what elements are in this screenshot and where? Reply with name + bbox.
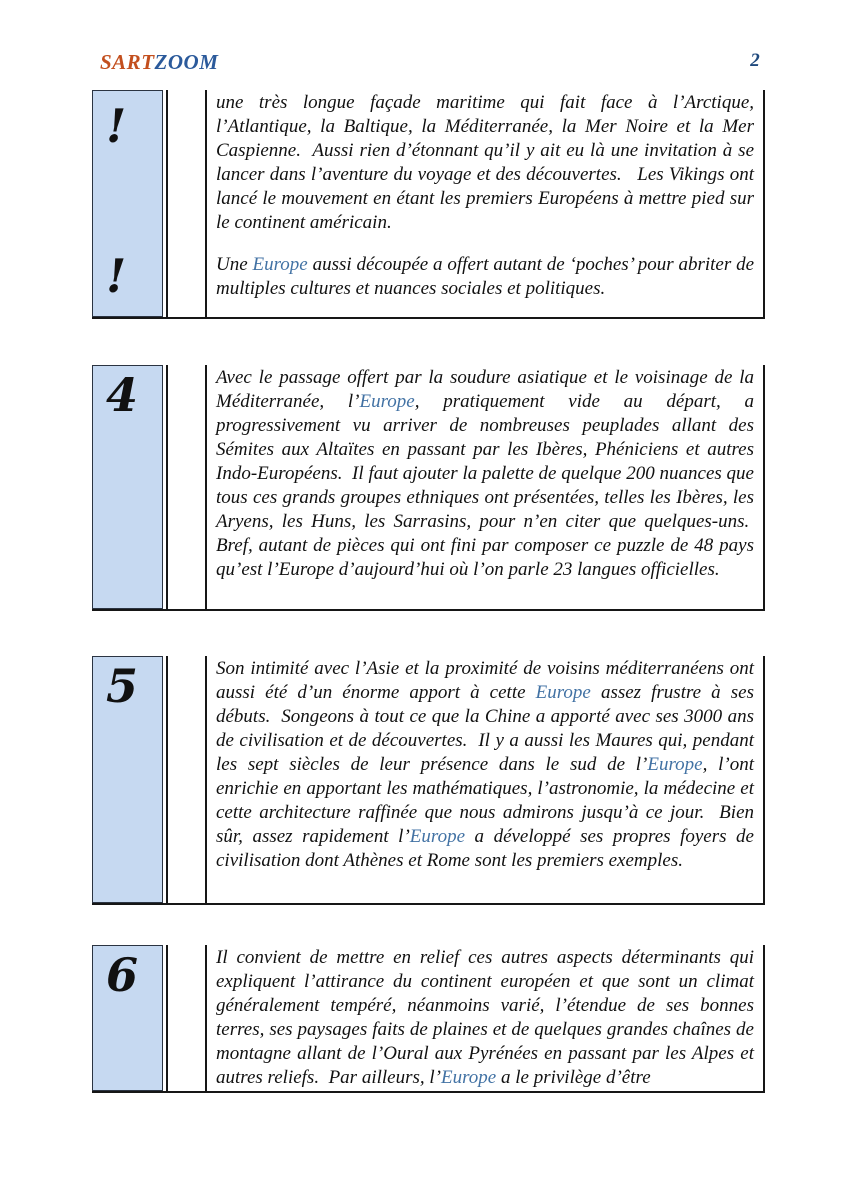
marker-box xyxy=(92,365,163,609)
text-cell xyxy=(205,945,765,1091)
page-number: 2 xyxy=(750,50,760,71)
text-segment: Avec le passage offert par la soudure asiatique et le voisinage de la Méditerranée, l’ xyxy=(216,367,754,412)
text-cell xyxy=(205,656,765,903)
column-divider xyxy=(166,945,168,1091)
exclamation-marker: ! xyxy=(106,99,127,153)
text-segment: , pratiquement vide au départ, a progressivement vu arriver de nombreuses peuplades allant des Sémites aux Altaïtes en passant par les Ibères, Phéniciens et autres Indo-Européens. Il faut ajouter la palette de quelque 200 nuances que tous ces grands groupes ethniques ont présentées, telles les Ibères, les Aryens, les Huns, les Sarrasins, pour n’en citer que quelques-uns. Bref, autant de pièces qui ont fini par composer ce puzzle de 48 pays qu’est l’Europe d’aujourd’hui où l’on parle 23 langues officielles. xyxy=(216,391,754,580)
column-divider xyxy=(166,90,168,317)
europe-accent-text: Europe xyxy=(252,254,308,275)
marker-box xyxy=(92,945,163,1091)
text-segment: aussi découpée a offert autant de ‘poches’ pour abriter de multiples cultures et nuances sociales et politiques. xyxy=(216,254,754,299)
section-row-4 xyxy=(92,365,765,611)
paragraph xyxy=(216,253,754,301)
column-divider xyxy=(166,656,168,903)
text-segment: assez frustre à ses débuts. Songeons à tout ce que la Chine a apporté avec ses 3000 ans de civilisation et de découvertes. Il y a aussi les Maures qui, pendant les sept siècles de leur présence dans le sud de l’ xyxy=(216,682,754,775)
section-number: 6 xyxy=(106,948,139,1002)
text-segment: a le privilège d’être xyxy=(496,1067,651,1088)
section-row-6 xyxy=(92,945,765,1093)
marker-box xyxy=(92,90,163,317)
marker-box xyxy=(92,656,163,903)
section-number: 4 xyxy=(106,368,139,422)
europe-accent-text: Europe xyxy=(359,391,415,412)
text-segment: a développé ses propres foyers de civilisation dont Athènes et Rome sont les premiers exemples. xyxy=(216,826,754,871)
section-number: 5 xyxy=(106,659,139,713)
text-segment: Son intimité avec l’Asie et la proximité de voisins méditerranéens ont aussi été d’un énorme apport à cette xyxy=(216,658,754,703)
header-brand-sart: SART xyxy=(100,50,155,74)
text-cell xyxy=(205,90,765,317)
text-segment: Une xyxy=(216,254,253,275)
header-brand xyxy=(100,50,218,75)
header-brand-zoom: ZOOM xyxy=(154,50,219,74)
section-row-exclamations xyxy=(92,90,765,319)
paragraph xyxy=(216,366,754,582)
section-row-5 xyxy=(92,656,765,905)
text-segment: , l’ont enrichie en apportant les mathématiques, l’astronomie, la médecine et cette architecture raffinée que nous admirons jusqu’à ce jour. Bien sûr, assez rapidement l’ xyxy=(216,754,754,847)
column-divider xyxy=(166,365,168,609)
paragraph xyxy=(216,657,754,873)
text-segment: Il convient de mettre en relief ces autres aspects déterminants qui expliquent l’attirance du continent européen et que sont un climat généralement tempéré, néanmoins varié, l’étendue de ses bonnes terres, ses paysages faits de plaines et de quelques grandes chaînes de montagne allant de l’Oural aux Pyrénées en passant par les Alpes et autres reliefs. Par ailleurs, l’ xyxy=(216,947,754,1088)
text-segment: une très longue façade maritime qui fait face à l’Arctique, l’Atlantique, la Baltique, la Méditerranée, la Mer Noire et la Mer Caspienne. Aussi rien d’étonnant qu’il y ait eu là une invitation à se lancer dans l’aventure du voyage et des découvertes. Les Vikings ont lancé le mouvement en étant les premiers Européens à mettre pied sur le continent américain. xyxy=(216,92,754,233)
text-cell xyxy=(205,365,765,609)
paragraph xyxy=(216,91,754,235)
europe-accent-text: Europe xyxy=(647,754,703,775)
europe-accent-text: Europe xyxy=(535,682,591,703)
europe-accent-text: Europe xyxy=(441,1067,497,1088)
exclamation-marker: ! xyxy=(106,249,127,303)
europe-accent-text: Europe xyxy=(409,826,466,847)
paragraph xyxy=(216,946,754,1090)
